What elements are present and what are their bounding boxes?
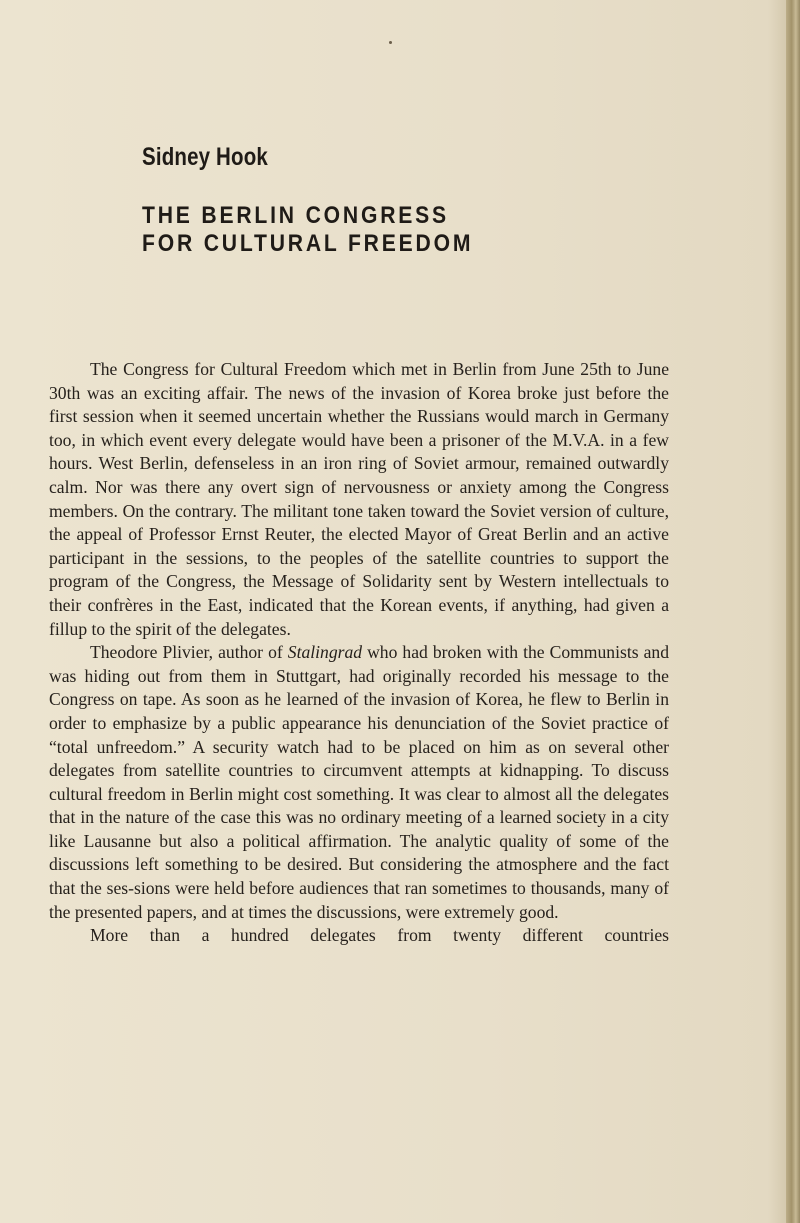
book-title: Stalingrad — [287, 642, 363, 663]
paragraph-3: More than a hundred delegates from twenty different countries — [90, 925, 669, 946]
paper-speck — [389, 41, 392, 44]
paragraph-2 — [49, 641, 669, 924]
paragraph-2-start: Theodore Plivier, author of — [90, 642, 288, 663]
title-line-1: THE BERLIN CONGRESS — [142, 202, 449, 229]
page-edge — [786, 0, 800, 1223]
author-name: Sidney Hook — [142, 143, 268, 171]
article-body — [49, 358, 669, 948]
title-line-2: FOR CULTURAL FREEDOM — [142, 230, 474, 257]
paragraph-2-rest: who had broken with the Communists and was hiding out from them in Stuttgart, had originally recorded his message to the Congress on tape. As soon as he learned of the invasion of Korea, he flew to Berlin in order to emphasize by a public appearance his denunciation of the Soviet practice of “total unfreedom.” A security watch had to be placed on him as on several other delegates from satellite countries to circumvent attempts at kidnapping. To discuss cultural freedom in Berlin might cost something. It was clear to almost all the delegates that in the nature of the case this was no ordinary meeting of a learned society in a city like Lausanne but also a political affirmation. The analytic quality of some of the discussions left something to be desired. But considering the atmosphere and the fact that the ses-sions were held before audiences that ran sometimes to thousands, many of the presented papers, and at times the discussions, were extremely good. — [49, 642, 669, 922]
article-title — [142, 202, 473, 258]
paragraph-1: The Congress for Cultural Freedom which met in Berlin from June 25th to June 30th was an exciting affair. The news of the invasion of Korea broke just before the first session when it seemed uncertain whether the Russians would march in Germany too, in which event every delegate would have been a prisoner of the M.V.A. in a few hours. West Berlin, defenseless in an iron ring of Soviet armour, remained outwardly calm. Nor was there any overt sign of nervousness or anxiety among the Congress members. On the contrary. The militant tone taken toward the Soviet version of culture, the appeal of Professor Ernst Reuter, the elected Mayor of Great Berlin and an active participant in the sessions, to the peoples of the satellite countries to support the program of the Congress, the Message of Solidarity sent by Western intellectuals to their confrères in the East, indicated that the Korean events, if anything, had given a fillup to the spirit of the delegates. — [49, 359, 669, 639]
